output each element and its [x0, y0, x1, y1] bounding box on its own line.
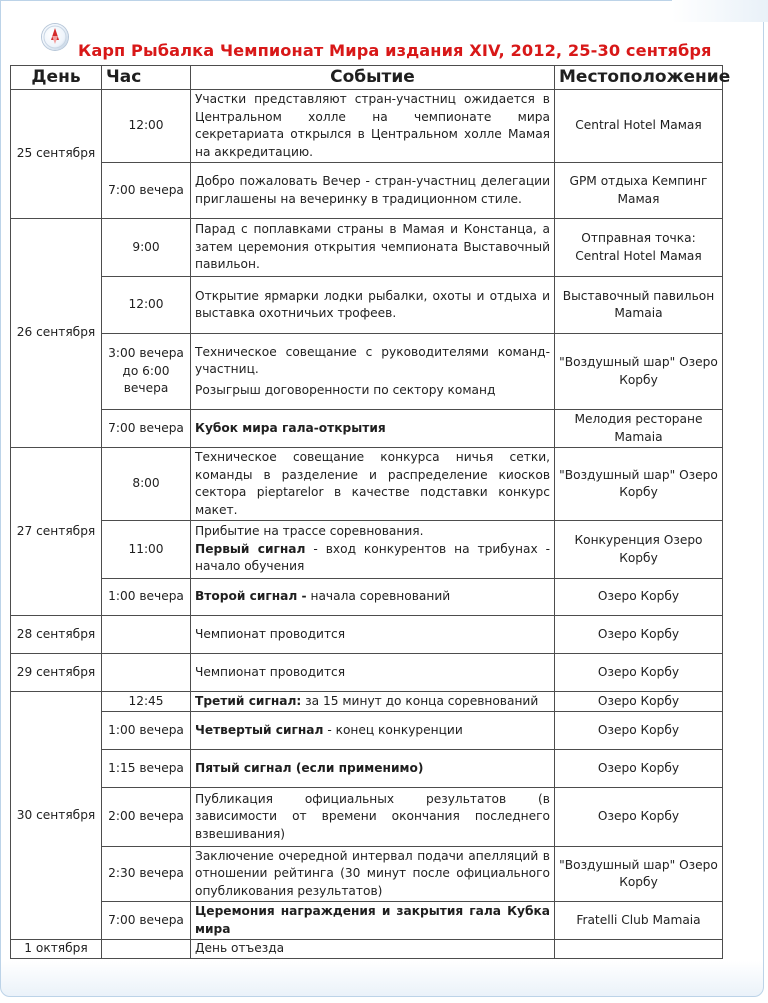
location-cell: Выставочный павильон Mamaia	[555, 277, 723, 334]
event-cell	[191, 334, 555, 410]
time-cell: 1:15 вечера	[102, 750, 191, 788]
schedule-table	[10, 65, 731, 959]
time-cell: 8:00	[102, 448, 191, 521]
event-cell	[191, 277, 555, 334]
header-location: Местоположение	[555, 66, 723, 90]
event-cell	[191, 616, 555, 654]
event-text: Парад с поплавками страны в Мамая и Констанца, а затем церемония открытия чемпионата Выставочный павильон.	[195, 222, 550, 272]
location-cell: Мелодия ресторане Mamaia	[555, 410, 723, 448]
location-cell: Central Hotel Мамая	[555, 90, 723, 163]
table-row	[11, 847, 723, 902]
header-day: День	[11, 66, 102, 90]
location-cell: Озеро Корбу	[555, 788, 723, 847]
event-signal-label: Церемония награждения и закрытия гала Кубка мира	[195, 904, 550, 936]
day-cell: 28 сентября	[11, 616, 102, 654]
header-event: Событие	[191, 66, 555, 90]
event-text: - вход конкурентов на трибунах - начало обучения	[195, 541, 550, 574]
time-cell: 12:00	[102, 277, 191, 334]
time-cell: 2:30 вечера	[102, 847, 191, 902]
table-row	[11, 692, 723, 712]
time-cell: 2:00 вечера	[102, 788, 191, 847]
table-header-row	[11, 66, 723, 90]
event-text: День отъезда	[195, 941, 285, 955]
location-cell: Озеро Корбу	[555, 579, 723, 616]
event-text: Добро пожаловать Вечер - стран-участниц делегации приглашены на вечеринку в традиционном стиле.	[195, 174, 550, 206]
day-cell: 25 сентября	[11, 90, 102, 219]
table-row	[11, 277, 723, 334]
location-cell: "Воздушный шар" Озеро Корбу	[555, 847, 723, 902]
schedule-body	[11, 90, 723, 959]
table-row	[11, 521, 723, 579]
corner-gradient	[672, 0, 768, 22]
event-signal-label: Первый сигнал	[195, 541, 306, 556]
table-row	[11, 750, 723, 788]
event-text: Чемпионат проводится	[195, 626, 346, 641]
day-cell: 26 сентября	[11, 219, 102, 448]
day-cell: 29 сентября	[11, 654, 102, 692]
time-cell	[102, 654, 191, 692]
table-row	[11, 654, 723, 692]
time-cell: 12:00	[102, 90, 191, 163]
event-text: Чемпионат проводится	[195, 664, 346, 679]
location-cell	[555, 940, 723, 959]
event-signal-label: Четвертый сигнал	[195, 722, 324, 737]
table-row	[11, 163, 723, 219]
location-cell: Отправная точка: Central Hotel Мамая	[555, 219, 723, 277]
time-cell: 12:45	[102, 692, 191, 712]
table-row	[11, 219, 723, 277]
event-cell	[191, 90, 555, 163]
table-row	[11, 410, 723, 448]
location-cell: GPM отдыха Кемпинг Мамая	[555, 163, 723, 219]
location-cell: "Воздушный шар" Озеро Корбу	[555, 448, 723, 521]
event-text: - конец конкуренции	[323, 722, 463, 737]
event-signal-label: Пятый сигнал (если применимо)	[195, 760, 424, 775]
event-text: Техническое совещание с руководителями команд-участниц.	[195, 344, 550, 377]
event-cell	[191, 410, 555, 448]
table-row	[11, 448, 723, 521]
location-cell: Озеро Корбу	[555, 616, 723, 654]
time-cell: 3:00 вечера до 6:00 вечера	[102, 334, 191, 410]
table-row	[11, 788, 723, 847]
location-cell: Fratelli Club Mamaia	[555, 902, 723, 940]
table-row	[11, 616, 723, 654]
event-signal-label: Второй сигнал -	[195, 589, 307, 604]
page-title: Карп Рыбалка Чемпионат Мира издания XIV, 2012, 25-30 сентября	[78, 41, 712, 60]
location-cell: Конкуренция Озеро Корбу	[555, 521, 723, 579]
event-signal-label: Третий сигнал:	[195, 693, 302, 708]
event-text: начала соревнований	[306, 589, 451, 604]
table-row	[11, 579, 723, 616]
location-cell: Озеро Корбу	[555, 654, 723, 692]
time-cell: 1:00 вечера	[102, 579, 191, 616]
time-cell	[102, 940, 191, 959]
event-cell	[191, 902, 555, 940]
event-cell	[191, 940, 555, 959]
event-signal-label: Кубок мира гала-открытия	[195, 420, 386, 435]
location-cell: "Воздушный шар" Озеро Корбу	[555, 334, 723, 410]
event-cell	[191, 847, 555, 902]
location-cell: Озеро Корбу	[555, 712, 723, 750]
event-text: Участки представляют стран-участниц ожидается в Центральном холле на чемпионате мира секретариата открылся в Центральном холле Мамая на аккредитацию.	[195, 92, 550, 159]
table-row	[11, 712, 723, 750]
table-row	[11, 334, 723, 410]
time-cell: 7:00 вечера	[102, 902, 191, 940]
event-cell	[191, 654, 555, 692]
event-text: Публикация официальных результатов (в зависимости от времени окончания последнего взвешивания)	[195, 791, 550, 841]
table-row	[11, 90, 723, 163]
time-cell: 7:00 вечера	[102, 163, 191, 219]
time-cell: 9:00	[102, 219, 191, 277]
event-cell	[191, 750, 555, 788]
event-cell	[191, 692, 555, 712]
event-text: Открытие ярмарки лодки рыбалки, охоты и отдыха и выставка охотничьих трофеев.	[195, 288, 550, 320]
location-cell: Озеро Корбу	[555, 750, 723, 788]
event-cell	[191, 788, 555, 847]
header-time: Час	[102, 66, 191, 90]
event-text: за 15 минут до конца соревнований	[301, 693, 539, 708]
table-row	[11, 940, 723, 959]
table-row	[11, 902, 723, 940]
day-cell: 30 сентября	[11, 692, 102, 940]
event-cell	[191, 712, 555, 750]
event-text: Техническое совещание конкурса ничья сетки, команды в разделение и распределение киосков сектора pieptarelor в качестве подставки конкурс макет.	[195, 450, 550, 517]
time-cell: 7:00 вечера	[102, 410, 191, 448]
event-text: Заключение очередной интервал подачи апелляций в отношении рейтинга (30 минут после официального опубликования результатов)	[195, 848, 550, 898]
day-cell: 1 октября	[11, 940, 102, 959]
event-cell	[191, 521, 555, 579]
event-note: Розыгрыш договоренности по сектору команд	[195, 382, 496, 397]
time-cell: 11:00	[102, 521, 191, 579]
carp-fishing-logo-icon	[42, 24, 68, 50]
time-cell: 1:00 вечера	[102, 712, 191, 750]
event-cell	[191, 219, 555, 277]
day-cell: 27 сентября	[11, 448, 102, 616]
event-cell	[191, 579, 555, 616]
event-cell	[191, 163, 555, 219]
time-cell	[102, 616, 191, 654]
event-intro-text: Прибытие на трассе соревнования.	[195, 524, 424, 539]
event-cell	[191, 448, 555, 521]
location-cell: Озеро Корбу	[555, 692, 723, 712]
